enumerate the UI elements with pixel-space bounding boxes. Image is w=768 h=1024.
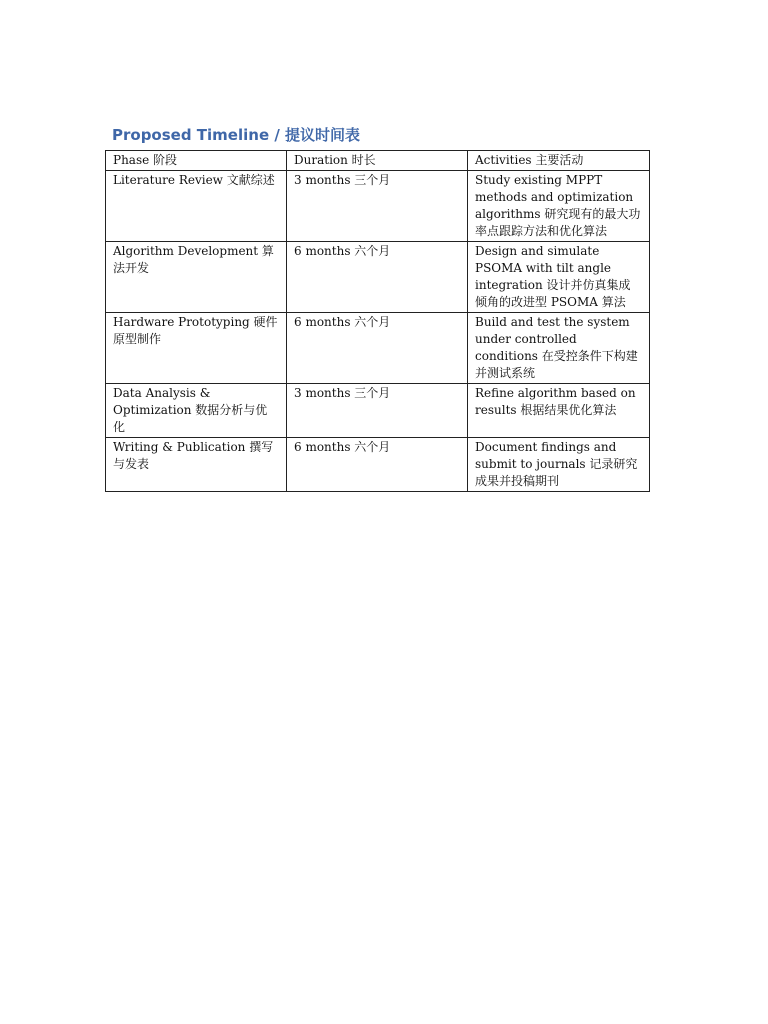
table-row (106, 242, 650, 313)
cell-duration: 6 months 六个月 (287, 242, 468, 313)
cell-activities: Study existing MPPT methods and optimization algorithms 研究现有的最大功率点跟踪方法和优化算法 (468, 171, 650, 242)
cell-phase: Hardware Prototyping 硬件原型制作 (106, 313, 287, 384)
cell-duration: 6 months 六个月 (287, 438, 468, 492)
timeline-table (105, 150, 650, 492)
table-row (106, 313, 650, 384)
table-row (106, 171, 650, 242)
cell-activities: Refine algorithm based on results 根据结果优化算法 (468, 384, 650, 438)
cell-duration: 3 months 三个月 (287, 171, 468, 242)
cell-phase: Writing & Publication 撰写与发表 (106, 438, 287, 492)
cell-phase: Algorithm Development 算法开发 (106, 242, 287, 313)
table-row (106, 384, 650, 438)
header-phase: Phase 阶段 (106, 151, 287, 171)
table-row (106, 438, 650, 492)
cell-activities: Build and test the system under controlled conditions 在受控条件下构建并测试系统 (468, 313, 650, 384)
page-heading: Proposed Timeline / 提议时间表 (112, 126, 361, 144)
cell-activities: Design and simulate PSOMA with tilt angle integration 设计并仿真集成倾角的改进型 PSOMA 算法 (468, 242, 650, 313)
cell-phase: Literature Review 文献综述 (106, 171, 287, 242)
cell-phase: Data Analysis & Optimization 数据分析与优化 (106, 384, 287, 438)
table-header-row (106, 151, 650, 171)
cell-duration: 3 months 三个月 (287, 384, 468, 438)
header-duration: Duration 时长 (287, 151, 468, 171)
header-activities: Activities 主要活动 (468, 151, 650, 171)
cell-activities: Document findings and submit to journals 记录研究成果并投稿期刊 (468, 438, 650, 492)
cell-duration: 6 months 六个月 (287, 313, 468, 384)
